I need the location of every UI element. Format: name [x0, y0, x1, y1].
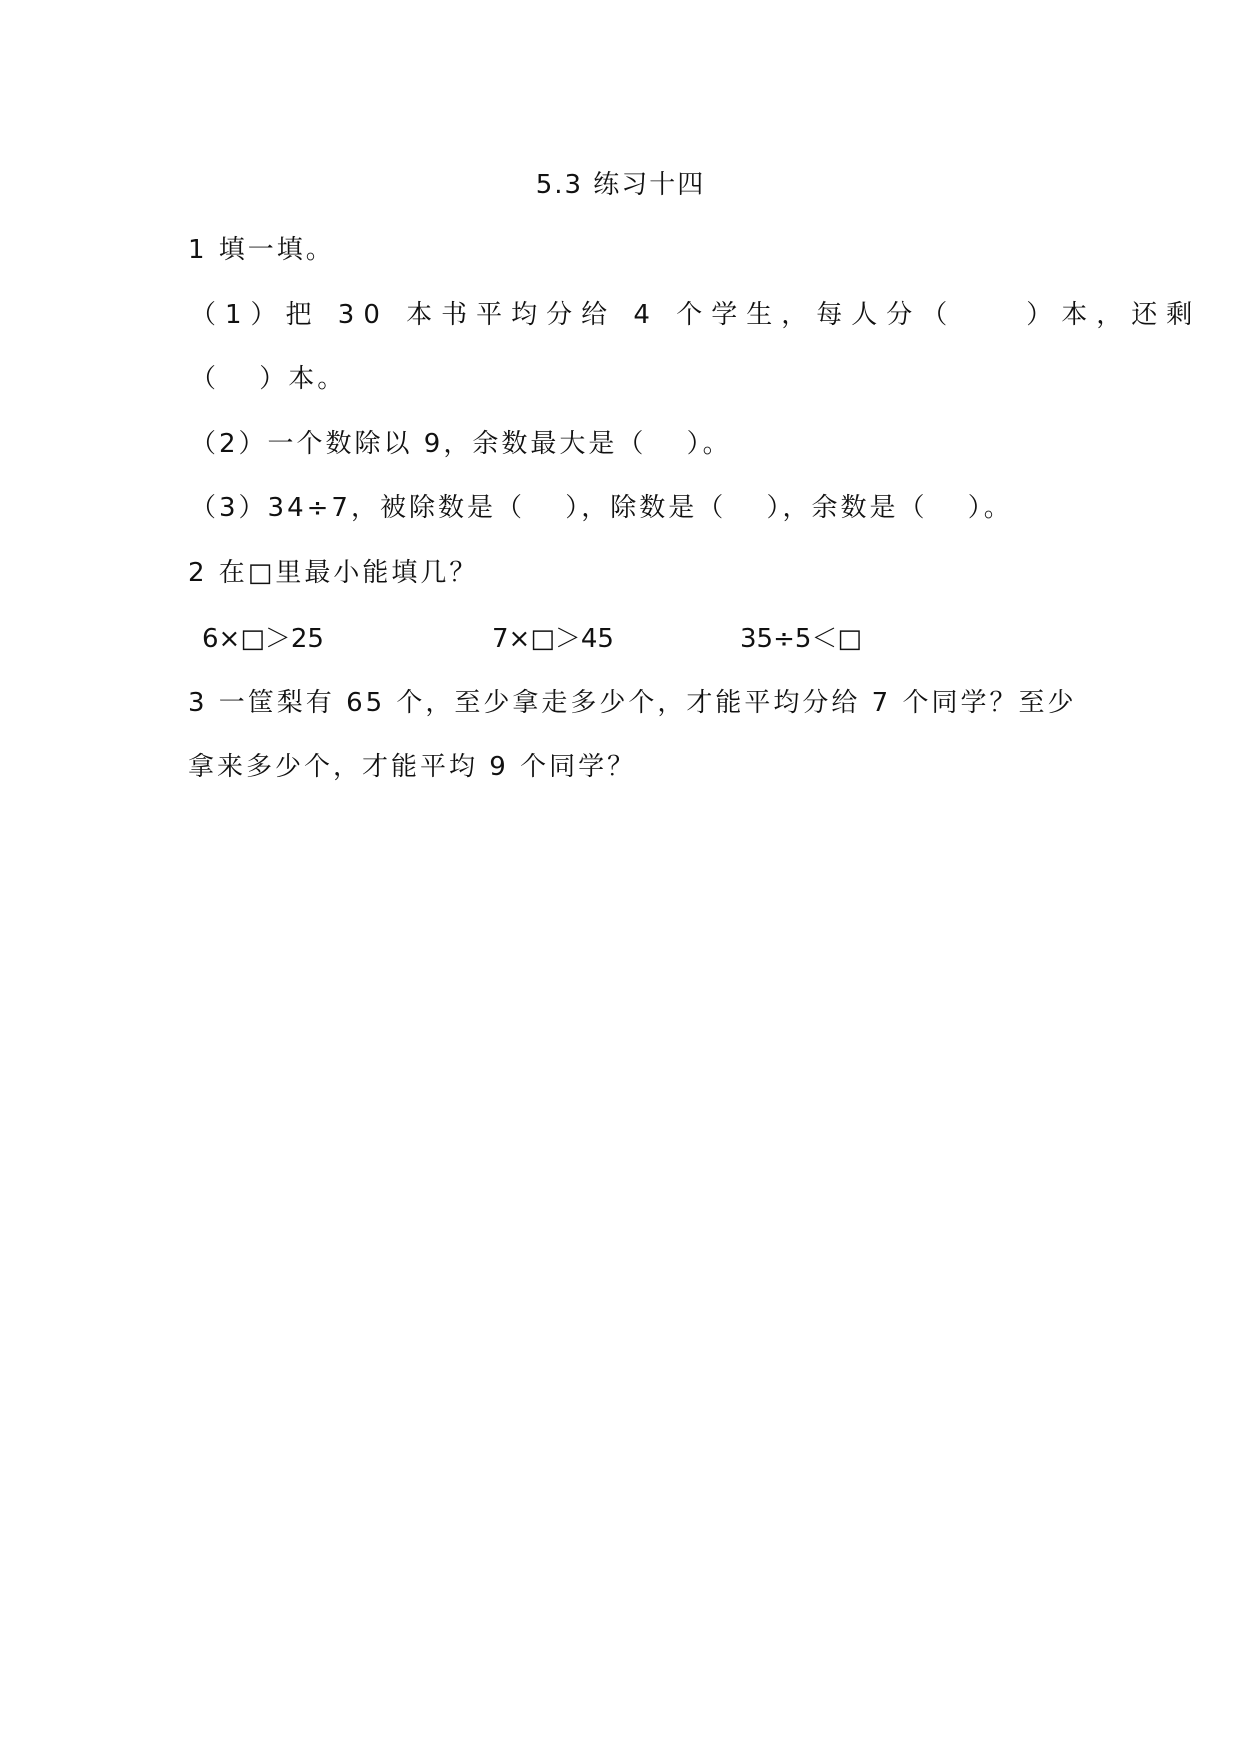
question-1-item-2: （2）一个数除以 9，余数最大是（ ）。	[190, 429, 732, 459]
question-1-item-3: （3）34÷7，被除数是（ ），除数是（ ），余数是（ ）。	[190, 493, 1013, 523]
question-3-line-2: 拿来多少个，才能平均 9 个同学？	[188, 752, 637, 782]
question-2-expression-2: 7×□＞45	[492, 624, 614, 654]
question-1-item-1-line-2: （ ）本。	[190, 364, 347, 394]
question-1-item-1-line-1: （1）把 30 本书平均分给 4 个学生，每人分（ ）本，还剩	[190, 300, 1202, 330]
question-2-heading: 2 在□里最小能填几？	[188, 558, 479, 588]
question-1-heading: 1 填一填。	[188, 235, 335, 265]
question-2-expression-3: 35÷5＜□	[740, 624, 862, 654]
question-3-line-1: 3 一筐梨有 65 个，至少拿走多少个，才能平均分给 7 个同学？至少	[188, 688, 1077, 718]
question-2-expression-1: 6×□＞25	[202, 624, 324, 654]
page-title: 5.3 练习十四	[535, 170, 706, 200]
